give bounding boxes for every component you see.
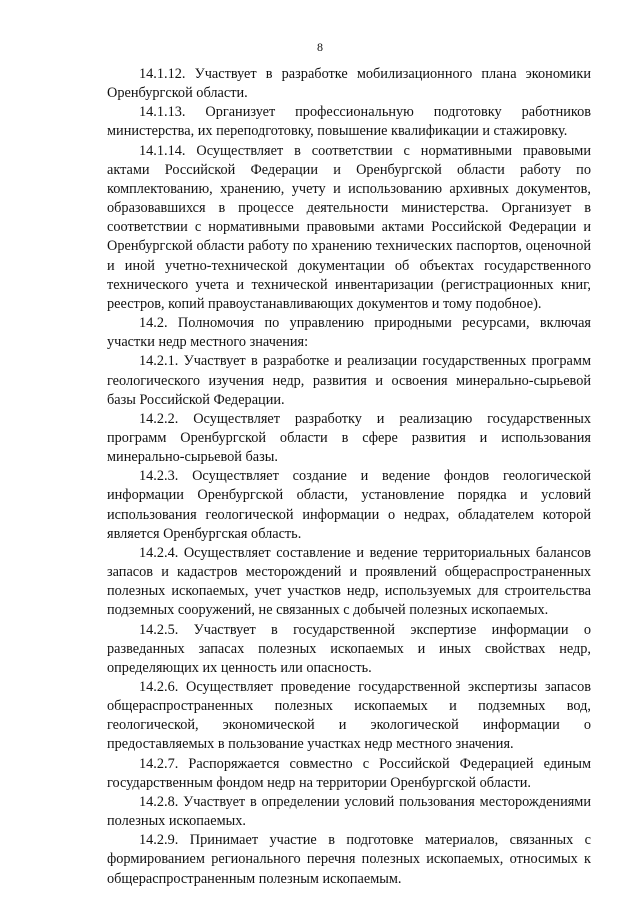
paragraph-14-2-6: 14.2.6. Осуществляет проведение государственной экспертизы запасов общераспространенных полезных ископаемых и подземных вод, геологической, экономической и экологической информации о предоставляемых в пользование участках недр местного значения. bbox=[107, 679, 591, 753]
paragraph-14-1-14: 14.1.14. Осуществляет в соответствии с нормативными правовыми актами Российской Федерации и Оренбургской области работу по комплектованию, хранению, учету и использованию архивных документов, образовавшихся в процессе деятельности министерства. Организует в соответствии с нормативными правовыми актами Российской Федерации и Оренбургской области работу по хранению технических паспортов, оценочной и иной учетно-технической документации об объектах государственного технического учета и технической инвентаризации (регистрационных книг, реестров, копий правоустанавливающих документов и тому подобное). bbox=[107, 142, 591, 312]
paragraph-14-2-4: 14.2.4. Осуществляет составление и ведение территориальных балансов запасов и кадастров месторождений и проявлений общераспространенных полезных ископаемых, учет участков недр, используемых для строительства подземных сооружений, не связанных с добычей полезных ископаемых. bbox=[107, 544, 591, 619]
paragraph-14-1-13: 14.1.13. Организует профессиональную подготовку работников министерства, их переподготовку, повышение квалификации и стажировку. bbox=[107, 104, 591, 140]
paragraph-14-2-7: 14.2.7. Распоряжается совместно с Российской Федерацией единым государственным фондом недр на территории Оренбургской области. bbox=[107, 755, 591, 791]
document-body bbox=[107, 65, 591, 889]
paragraph-14-2-2: 14.2.2. Осуществляет разработку и реализацию государственных программ Оренбургской области в сфере развития и использования минерально-сырьевой базы. bbox=[107, 410, 591, 466]
paragraph-14-2-1: 14.2.1. Участвует в разработке и реализации государственных программ геологического изучения недр, развития и освоения минерально-сырьевой базы Российской Федерации. bbox=[107, 353, 591, 408]
paragraph-14-1-12: 14.1.12. Участвует в разработке мобилизационного плана экономики Оренбургской области. bbox=[107, 66, 591, 102]
paragraph-14-2-8: 14.2.8. Участвует в определении условий пользования месторождениями полезных ископаемых. bbox=[107, 793, 591, 830]
page-number: 8 bbox=[317, 40, 323, 54]
paragraph-14-2: 14.2. Полномочия по управлению природными ресурсами, включая участки недр местного значения: bbox=[107, 315, 591, 351]
paragraph-14-2-5: 14.2.5. Участвует в государственной экспертизе информации о разведанных запасах полезных ископаемых и иных свойствах недр, определяющих их ценность или опасность. bbox=[107, 621, 591, 676]
paragraph-14-2-3: 14.2.3. Осуществляет создание и ведение фондов геологической информации Оренбургской области, установление порядка и условий использования геологической информации о недрах, обладателем которой является Оренбургская область. bbox=[107, 468, 591, 542]
paragraph-14-2-9: 14.2.9. Принимает участие в подготовке материалов, связанных с формированием регионального перечня полезных ископаемых, относимых к общераспространенным полезным ископаемым. bbox=[107, 832, 591, 887]
